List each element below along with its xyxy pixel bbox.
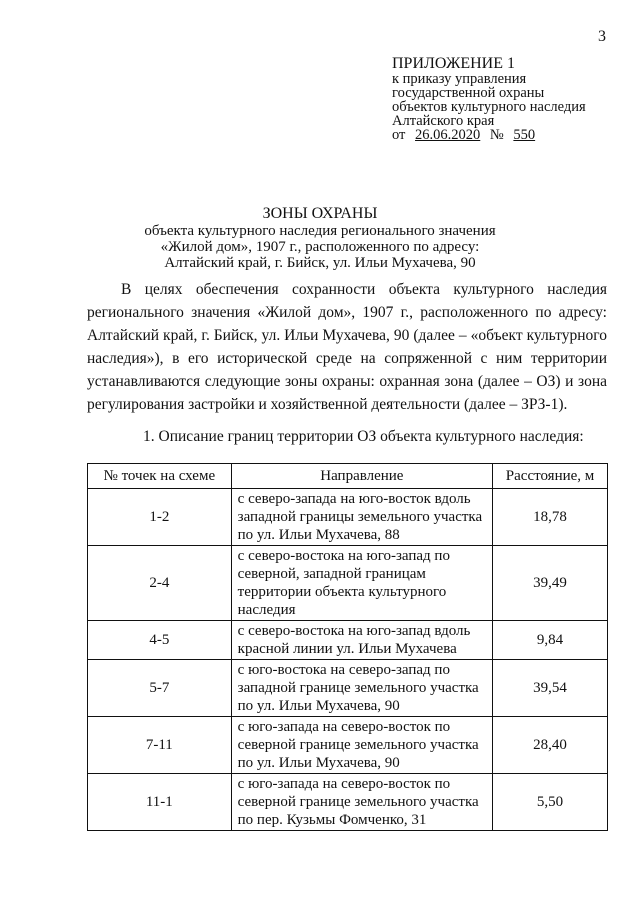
direction-cell: с юго-запада на северо-восток по северной границе земельного участка по пер. Кузьмы Фомченко, 31	[231, 774, 492, 831]
title-line: «Жилой дом», 1907 г., расположенного по адресу:	[160, 239, 480, 255]
points-cell: 7-11	[88, 717, 232, 774]
page-number: 3	[598, 28, 606, 45]
direction-cell: с юго-запада на северо-восток по северной границе земельного участка по ул. Ильи Мухачева, 90	[231, 717, 492, 774]
table-header-row	[88, 464, 608, 489]
table-row	[88, 546, 608, 621]
appendix-heading: ПРИЛОЖЕНИЕ 1	[392, 55, 516, 72]
boundary-table	[87, 463, 608, 831]
order-line	[392, 128, 632, 142]
appendix-line: Алтайского края	[392, 113, 495, 129]
order-number-prefix: №	[489, 127, 504, 143]
table-row	[88, 489, 608, 546]
points-cell: 1-2	[88, 489, 232, 546]
distance-cell: 5,50	[493, 774, 608, 831]
table-row	[88, 660, 608, 717]
table-row	[88, 717, 608, 774]
distance-cell: 39,49	[493, 546, 608, 621]
distance-cell: 9,84	[493, 621, 608, 660]
direction-cell: с северо-востока на юго-запад вдоль красной линии ул. Ильи Мухачева	[231, 621, 492, 660]
order-prefix: от	[392, 127, 406, 143]
document-title: ЗОНЫ ОХРАНЫ	[262, 205, 378, 222]
appendix-line: к приказу управления	[392, 71, 527, 87]
direction-cell: с северо-запада на юго-восток вдоль западной границы земельного участка по ул. Ильи Мухачева, 88	[231, 489, 492, 546]
direction-cell: с юго-востока на северо-запад по западной границе земельного участка по ул. Ильи Мухачева, 90	[231, 660, 492, 717]
points-cell: 4-5	[88, 621, 232, 660]
points-cell: 2-4	[88, 546, 232, 621]
order-number: 550	[513, 127, 536, 143]
distance-cell: 18,78	[493, 489, 608, 546]
appendix-block	[392, 56, 632, 142]
intro-paragraph: В целях обеспечения сохранности объекта культурного наследия регионального значения «Жилой дом», 1907 г., расположенного по адресу: Алтайский край, г. Бийск, ул. Ильи Мухачева, 90 (далее – «объект культурного наследия»), в его исторической среде на сопряженной с ним территории устанавливаются следующие зоны охраны: охранная зона (далее – ОЗ) и зона регулирования застройки и хозяйственной деятельности (далее – ЗРЗ-1).	[87, 281, 607, 413]
distance-cell: 39,54	[493, 660, 608, 717]
direction-cell: с северо-востока на юго-запад по северной, западной границам территории объекта культурного наследия	[231, 546, 492, 621]
points-cell: 5-7	[88, 660, 232, 717]
table-row	[88, 774, 608, 831]
appendix-line: государственной охраны	[392, 85, 545, 101]
document-title-block	[0, 206, 640, 271]
appendix-line: объектов культурного наследия	[392, 99, 586, 115]
title-line: Алтайский край, г. Бийск, ул. Ильи Мухачева, 90	[164, 255, 476, 271]
table-row	[88, 621, 608, 660]
points-cell: 11-1	[88, 774, 232, 831]
section-heading: 1. Описание границ территории ОЗ объекта культурного наследия:	[143, 428, 584, 445]
column-header: Расстояние, м	[493, 464, 608, 489]
order-date: 26.06.2020	[415, 127, 481, 143]
distance-cell: 28,40	[493, 717, 608, 774]
column-header: Направление	[231, 464, 492, 489]
title-line: объекта культурного наследия регионального значения	[144, 223, 496, 239]
column-header: № точек на схеме	[88, 464, 232, 489]
